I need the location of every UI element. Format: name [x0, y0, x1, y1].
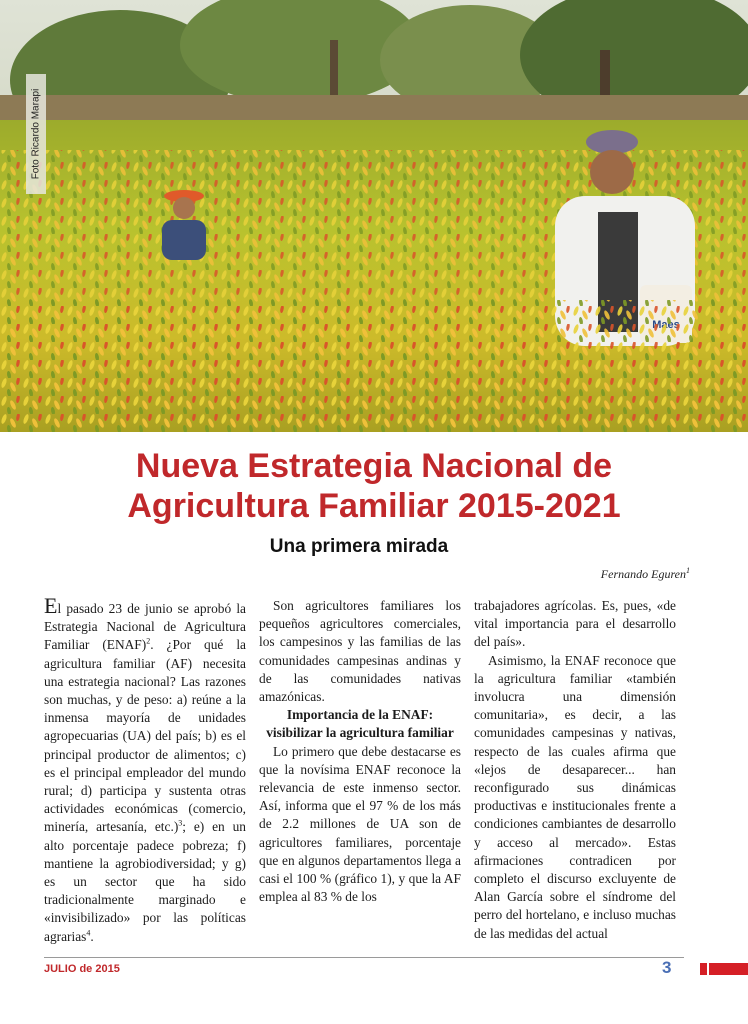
author-byline	[601, 566, 690, 582]
title-line-2: Agricultura Familiar 2015-2021	[127, 487, 621, 525]
text-run: . ¿Por qué la agricultura familiar (AF) necesita una estrategia nacional? Las razones son muchas, y de peso: a) reúne a la inmensa mayoría de unidades agropecuarias (UA) del país; b) es el principal productor de alimentos; c) es el principal empleador del mundo rural; d) participa y sustenta otras actividades económicas (comercio, minería, artesanía, etc.)	[44, 637, 246, 835]
drop-cap: E	[44, 593, 58, 618]
text-column-1	[44, 593, 246, 946]
issue-date: JULIO de 2015	[44, 963, 120, 975]
author-footnote-mark: 1	[686, 566, 690, 575]
paragraph: Son agricultores familiares los pequeños agricultores comerciales, los campesinos y las familias de las comunidades campesinas andinas y de las comunidades nativas amazónicas.	[259, 598, 461, 705]
paragraph: trabajadores agrícolas. Es, pues, «de vital importancia para el desarrollo del país».	[474, 598, 676, 650]
section-heading: Importancia de la ENAF: visibilizar la agricultura familiar	[266, 707, 454, 741]
text-run: ; e) en un alto porcentaje padece pobreza; f) mantiene la agrobiodiversidad; y g) es un sector que ha sido tradicionalmente marginado e «invisibilizado» por las políticas agrarias	[44, 819, 246, 944]
page-number: 3	[662, 958, 672, 977]
paragraph: Lo primero que debe destacarse es que la novísima ENAF reconoce la relevancia de este inmenso sector. Así, informa que el 97 % de los más de 2.2 millones de UA son de agricultores familiares, porcentaje que en algunos departamentos llega a casi el 100 % (gráfico 1), y que la AF emplea al 83 % de los	[259, 743, 461, 905]
paragraph	[44, 593, 246, 946]
photo-credit-text: Foto Ricardo Marapi	[30, 88, 42, 180]
text-column-2	[259, 597, 461, 906]
article-title	[0, 446, 748, 526]
header-photo	[0, 0, 748, 432]
footnote-mark: 4	[86, 928, 91, 938]
footnote-mark: 2	[146, 636, 151, 646]
paragraph: Asimismo, la ENAF reconoce que la agricultura familiar «también involucra una dimensión comunitaria», es decir, a las comunidades campesinas y nativas, respecto de las cuales afirma que «lejos de desaparecer... han reconfigurado sus dinámicas productivas e institucionales frente a condiciones cambiantes de desarrollo y acceso al mercado». Estas afirmaciones contradicen por completo el discurso excluyente de Alan García sobre el síndrome del perro del hortelano, e incluso muchas de las medidas del actual	[474, 652, 676, 941]
footer-divider	[44, 957, 684, 958]
article-subtitle: Una primera mirada	[269, 536, 449, 557]
page-corner-tab	[700, 963, 748, 975]
title-line-1: Nueva Estrategia Nacional de	[135, 447, 613, 485]
photo-credit	[26, 74, 46, 194]
author-name: Fernando Eguren	[600, 567, 686, 581]
footnote-mark: 3	[178, 818, 183, 828]
text-run: .	[90, 928, 94, 944]
text-column-3	[474, 597, 676, 943]
text-run: l pasado 23 de junio se aprobó la Estrategia Nacional de Agricultura Familiar (ENAF)	[44, 601, 246, 653]
